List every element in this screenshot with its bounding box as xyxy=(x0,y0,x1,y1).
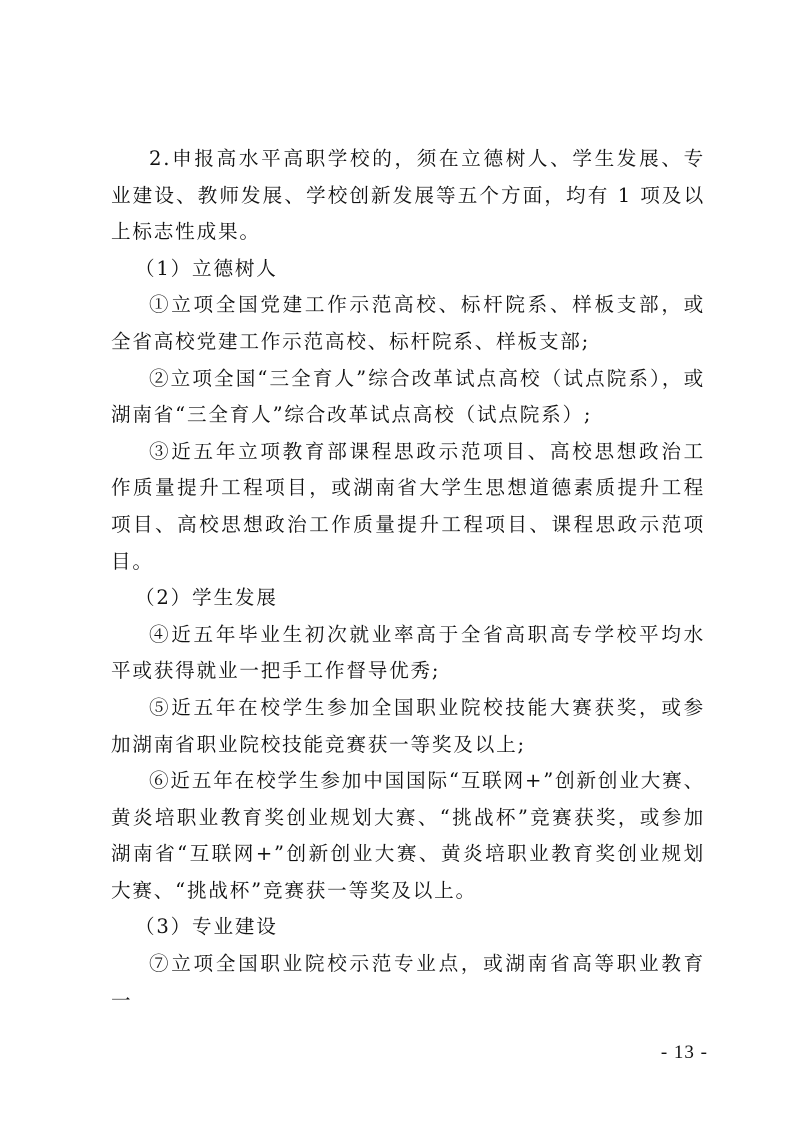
item-5: ⑤近五年在校学生参加全国职业院校技能大赛获奖，或参加湖南省职业院校技能竞赛获一等奖及以上; xyxy=(111,695,705,756)
section-heading-major-construction: （3）专业建设 xyxy=(135,915,278,939)
item-1: ①立项全国党建工作示范高校、标杆院系、样板支部，或全省高校党建工作示范高校、标杆院系、样板支部; xyxy=(111,293,705,353)
item-6: ⑥近五年在校学生参加中国国际“互联网+”创新创业大赛、黄炎培职业教育奖创业规划大赛、“挑战杯”竞赛获奖，或参加湖南省“互联网+”创新创业大赛、黄炎培职业教育奖创业规划大赛、“挑战杯”竞赛获一等奖及以上。 xyxy=(111,769,705,902)
paragraph-requirement-2: 2.申报高水平高职学校的，须在立德树人、学生发展、专业建设、教师发展、学校创新发展等五个方面，均有 1 项及以上标志性成果。 xyxy=(111,147,705,244)
item-7: ⑦立项全国职业院校示范专业点，或湖南省高等职业教育一 xyxy=(111,952,705,1012)
section-heading-student-development: （2）学生发展 xyxy=(135,586,278,610)
item-4: ④近五年毕业生初次就业率高于全省高职高专学校平均水平或获得就业一把手工作督导优秀; xyxy=(111,622,705,683)
section-heading-morality: （1）立德树人 xyxy=(135,256,278,280)
document-body xyxy=(111,141,705,1019)
page-number: - 13 - xyxy=(660,1042,708,1063)
item-3: ③近五年立项教育部课程思政示范项目、高校思想政治工作质量提升工程项目，或湖南省大学生思想道德素质提升工程项目、高校思想政治工作质量提升工程项目、课程思政示范项目。 xyxy=(111,439,705,573)
item-2: ②立项全国“三全育人”综合改革试点高校（试点院系），或湖南省“三全育人”综合改革试点高校（试点院系）; xyxy=(111,366,705,427)
